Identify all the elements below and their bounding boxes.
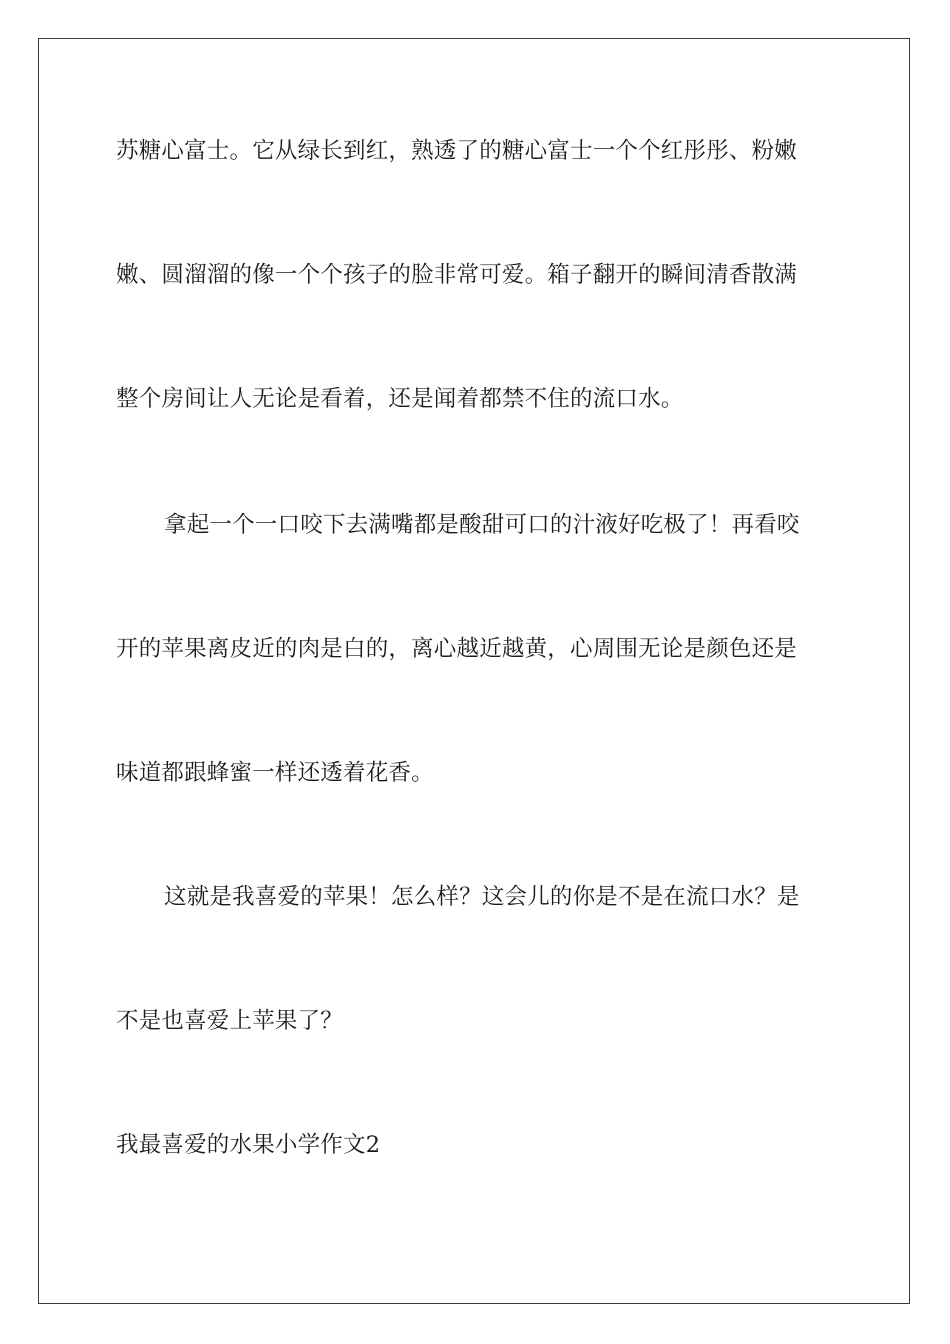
paragraph-line: 嫩、圆溜溜的像一个个孩子的脸非常可爱。箱子翻开的瞬间清香散满	[116, 262, 798, 288]
paragraph-line: 整个房间让人无论是看着，还是闻着都禁不住的流口水。	[116, 386, 684, 412]
paragraph-line: 这就是我喜爱的苹果！怎么样？这会儿的你是不是在流口水？是	[164, 884, 800, 910]
paragraph-line: 味道都跟蜂蜜一样还透着花香。	[116, 760, 434, 786]
paragraph-line: 不是也喜爱上苹果了？	[116, 1008, 344, 1034]
section-heading: 我最喜爱的水果小学作文2	[116, 1132, 381, 1158]
paragraph-line: 开的苹果离皮近的肉是白的，离心越近越黄，心周围无论是颜色还是	[116, 636, 798, 662]
paragraph-line: 苏糖心富士。它从绿长到红，熟透了的糖心富士一个个红彤彤、粉嫩	[116, 138, 798, 164]
paragraph-line: 拿起一个一口咬下去满嘴都是酸甜可口的汁液好吃极了！再看咬	[164, 512, 800, 538]
page-border	[38, 38, 910, 1304]
